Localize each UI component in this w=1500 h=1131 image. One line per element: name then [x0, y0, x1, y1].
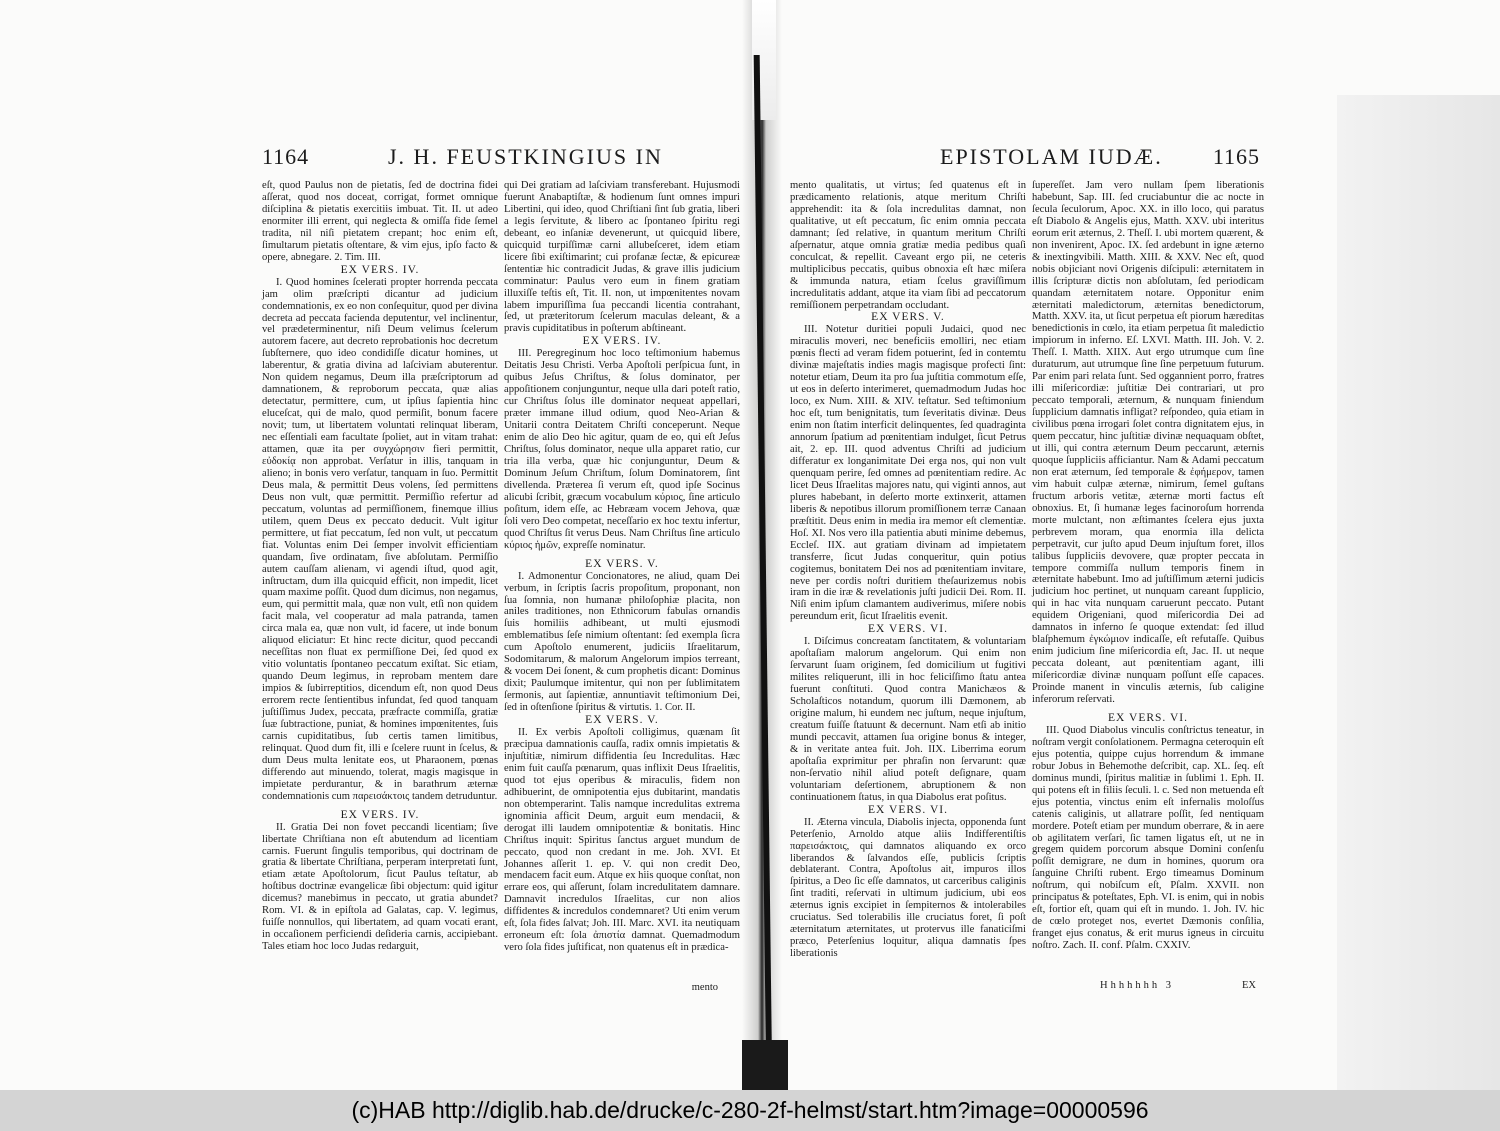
paragraph: qui Dei gratiam ad laſciviam transferebant. Hujusmodi fuerunt Anabaptiſtæ, & hodienum ſunt omnes impuri Libertini, qui ideo, quod Chriſtiani ſint ſub gratia, liberi a legis ſervitute, & libero ac ſpontaneo ſpiritu regi debeant, eo inſaniæ devenerunt, ut quicquid libere, quicquid turpiſſimæ carni allubeſceret, idem etiam licere ſibi exiſtimarint; cui profanæ ſectæ, & epicureæ ſententiæ hic contradicit Judas, & grave illis judicium comminatur: Paulus vero eum in finem gratiam illuxiſſe teſtis eſt, Tit. II. non, ut impœnitentes novam labem impuriſſima ſua peccandi licentia contrahant, ſed, ut præteritorum ſcelerum maculas deleant, & a pravis cupiditatibus in poſterum abſtineant.	[504, 180, 740, 335]
catchword: mento	[691, 982, 718, 993]
text-column-left	[790, 180, 1026, 960]
paragraph: II. Æterna vincula, Diabolis injecta, opponenda ſunt Peterſenio, Arnoldo atque aliis Indifferentiſtis παρεισάκτοις, qui damnatos aliquando ex orco liberandos & ſalvandos eſſe, publicis ſcriptis deblaterant. Contra, Apoſtolus ait, impuros illos ſpiritus, a Deo ſic eſſe damnatos, ut carceribus caliginis ſint traditi, reſervati in ultimum judicium, ubi eos æternus ignis excipiet in ſempiternos & intolerabiles cruciatus. Sed tolerabilis ille cruciatus foret, ſi poſt æternitatum æternitates, ut protervus ille fanaticiſmi præco, Peterſenius loquitur, aliqua damnatis ſpes liberationis	[790, 816, 1026, 960]
paragraph: ſupereſſet. Jam vero nullam ſpem liberationis habebunt, Sap. III. ſed cruciabuntur die ac nocte in ſecula ſeculorum, Apoc. XX. in illo loco, qui paratus eſt Diabolo & Angelis ejus, Matth. XXV. ubi interitus eorum erit æternus, 2. Theſſ. I. ubi mortem quærent, & non invenirent, Apoc. IX. ſed ardebunt in igne æterno & inextingvibili. Matth. XIII. & XXV. Nec eſt, quod nobis objiciant novi Origenis diſcipuli: æternitatem in illis ſcripturæ dictis non abſolutam, ſed periodicam quandam æternitatem notare. Opponitur enim æternitati maledictorum, æternitas benedictorum, Matth. XXV. ita, ut ſicut perpetua eſt piorum hæreditas benedictionis in cœlo, ita etiam perpetua ſit maledictio impiorum in inferno. Eſ. LXVI. Matth. III. Joh. V. 2. Theſſ. I. Matth. XIIX. Aut ergo utrumque cum ſine duraturum, aut utrumque ſine ſine perpetuum futurum. Par enim pari relata ſunt. Sed oggannient porro, fratres illi miſericordiæ: juſtitiæ Dei contrariari, ut pro peccato temporali, æternum, & nunquam finiendum ſupplicium damnatis infligat? reſpondeo, quia etiam in civilibus pœna irrogari ſolet contra dignitatem ejus, in quem peccatur, hinc juſtitiæ divinæ nequaquam obſtet, ut illi, qui contra æternum Deum peccarunt, æternis quoque ſuppliciis afficiantur. Nam & Adami peccatum non erat æternum, ſed temporale & ἐφήμερον, tamen vim habuit culpæ æternæ, nimirum, ſemel guſtans fructum arboris vetitæ, æternæ morti factus eſt obnoxius. Et, ſi humanæ leges facinoroſum horrenda morte mulctant, non æſtimantes ſcelera ejus juxta perbrevem moram, qua enormia illa delicta perpetravit, cur juſto apud Deum injuſtum foret, illos talibus ſuppliciis devovere, quæ propter peccata in tempore commiſſa nullum temporis finem in æternitate habebunt. Imo ad juſtiſſimum æterni judicis judicium hoc pertinet, ut nunquam careant ſupplicio, qui in hac vita nunquam caruerunt peccato. Putant equidem Origeniani, quod miſericordia Dei ad damnatos in inferno ſe quoque extendat: ſed illud blaſphemum ἐγκώμιον indicaſſe, eſt refutaſſe. Quibus enim judicium ſine miſericordia eſt, Jac. II. ut neque peccata doleant, aut pœnitentiam agant, illi miſericordiæ divinæ nunquam poſſunt eſſe capaces. Proinde manent in vinculis æternis, ſub caligine inferorum reſervati.	[1032, 180, 1264, 705]
gutter-binding	[742, 1040, 788, 1090]
paragraph: I. Quod homines ſcelerati propter horrenda peccata jam olim præſcripti dicantur ad judicium condemnationis, ex eo non conſequitur, quod per divina decreta ad peccata facienda deputentur, vel inclinentur, vel prædeterminentur, niſi Deum velimus ſcelerum autorem facere, aut decreto reprobationis hoc decretum ſubſternere, quo ideo condidiſſe dicatur homines, ut laberentur, & gratia divina ad laſciviam abuterentur. Non quidem negamus, Deum illa præſcriptorum ad damnationem, & reproborum peccata, quæ alias detectatur, permittere, cum, ut ipſius ſapientia hinc eluceſcat, qui de malo, quod permiſit, bonum facere novit; tum, ut libertatem voluntati relinquat liberam, nec eſſentiali eam facultate ſpoliet, aut in vitam trahat: attamen, quæ ita per συγχώρησιν fieri permittit, εὐδοκίᾳ non approbat. Verſatur in illis, tanquam in alieno; in bonis vero verſatur, tanquam in ſuo. Permittit Deus mala, & permittit Deus volens, ſed permittens Deus non vult, quæ permittit. Permiſſio refertur ad peccatum, voluntas ad permiſſionem, finemque illius utilem, quem Deus ex peccato deducit. Vult igitur permittere, ut fiat peccatum, ſed non vult, ut peccatum fiat. Voluntas enim Dei ſemper involvit efficientiam quandam, ſive ordinatam, ſive abſolutam. Permiſſio autem cauſſam alienam, vi agendi iſtud, quod agit, inſtructam, dum illa quicquid efficit, non impedit, licet quam maxime poſſit. Quod dum dicimus, non negamus, eum, qui permittit mala, quæ non vult, etſi non quidem facit mala, vel cooperatur ad mala patranda, tamen circa mala ea, quæ non vult, id facere, ut inde bonum aliquod eliciatur: Et hinc recte dicitur, quod peccandi neceſſitas non fluat ex permiſſione Dei, ſed quod ex vitio voluntatis ſpontaneo peccatum exiſtat. Sic etiam, quando Deum legimus, in reprobam mentem dare impios & ſubirreptitios, dicendum eſt, non quod Deus errorem recte ſentientibus infundat, ſed quod tanquam juſtiſſimus Judex, peccata, præfracte commiſſa, gratiæ ſuæ ſubtractione, puniat, & homines impœnitentes, ſuis carnis cupiditatibus, ſub certis tamen limitibus, relinquat. Quod dum fit, illi e ſcelere ruunt in ſcelus, & dum Deus multa lenitate eos, ut Pharaonem, pœnas differendo aut minuendo, tolerat, magis magisque in impietate perdurantur, & in barathrum æternæ condemnationis cum παρεισάκτοις tandem detruduntur.	[262, 276, 498, 802]
source-credit-bar	[0, 1090, 1500, 1131]
paragraph: III. Quod Diabolus vinculis conſtrictus teneatur, in noſtram vergit conſolationem. Permagna ceteroquin eſt ejus potentia, quippe cujus horrendum & immane robur Jobus in Behemothe deſcribit, cap. XL. ſeq. eſt dominus mundi, ſpiritus malitiæ in ſublimi 1. Eph. II. qui potens eſt in filiis ſeculi. l. c. Sed non metuenda eſt ejus potentia, vinctus enim eſt infernalis moloſſus catenis caliginis, ut allatrare poſſit, ſed nentiquam mordere. Poteſt etiam per mundum oberrare, & in aere ob agilitatem verſari, ſic tamen ligatus eſt, ut ne in gregem quidem porcorum absque Domini conſenſu poſſit demigrare, ne dum in homines, quorum ora ſanguine Chriſti rubent. Ergo timeamus Dominum noſtrum, qui nobiſcum eſt, Pſalm. XXVII. non principatus & poteſtates, Eph. VI. is enim, qui in nobis eſt, fortior eſt, quam qui eſt in mundo. 1. Joh. IV. hic de cœlo proteget nos, evertet Dæmonis conſilia, franget ejus conatus, & erit murus igneus in circuitu noſtro. Zach. II. conf. Pſalm. CXXIV.	[1032, 724, 1264, 952]
text-column-left	[262, 180, 498, 953]
page-number: 1165	[1212, 144, 1260, 169]
running-head: J. H. FEUSTKINGIUS IN	[388, 144, 663, 169]
left-page-header	[262, 140, 740, 180]
paragraph: mento qualitatis, ut virtus; ſed quatenus eſt in prædicamento relationis, atque meritum Chriſti apprehendit: ita & ſola incredulitas damnat, non qualitative, ut eſt peccatum, ſic enim omnia peccata damnant; ſed relative, in quantum meritum Chriſti aſpernatur, atque omnia gratiæ media pedibus quaſi conculcat, & repellit. Caveant ergo pii, ne ceteris multiplicibus peccatis, quibus obnoxia eſt hæc miſera & immunda natura, etiam ſcelus graviſſimum incredulitatis addant, atque ita viam ſibi ad peccatorum remiſſionem perpetrandam occludant.	[790, 180, 1026, 311]
section-heading: EX VERS. VI.	[1108, 711, 1188, 724]
section-heading: EX VERS. IV.	[582, 335, 662, 348]
scan-margin	[1337, 95, 1500, 1090]
section-heading: EX VERS. VI.	[868, 623, 948, 636]
page-number: 1164	[262, 144, 310, 169]
paragraph: III. Peregreginum hoc loco teſtimonium habemus Deitatis Jesu Christi. Verba Apoſtoli perſpicua ſunt, in quibus Jeſus Chriſtus, & ſolus dominator, per appoſitionem conjunguntur, neque ulla dari poteſt ratio, cur Chriſtus ſolus ille dominator nequeat appellari, præter immane illud odium, quod Neo-Arian & Unitarii contra Deitatem Chriſti conceperunt. Neque enim de alio Deo hic agitur, quam de eo, qui eſt Jeſus Chriſtus, ſolus dominator, neque ulla apparet ratio, cur tria illa verba, quæ hic conjunguntur, Deum & Dominum Jeſum Chriſtum, ſolum Dominatorem, ſint divellenda. Præterea ſi verum eſt, quod ipſe Socinus alicubi ſcribit, græcum vocabulum κύριος, ſine articulo poſitum, idem eſſe, ac Hebræam vocem Jehova, quæ ſoli vero Deo competat, neceſſario ex hoc textu infertur, quod Chriſtus ſit verus Deus. Nam Chriſtus ſine articulo κύριος ἡμῶν, expreſſe nominatur.	[504, 348, 740, 551]
text-column-right	[504, 180, 740, 954]
running-head: EPISTOLAM IUDÆ.	[940, 144, 1163, 169]
section-heading: EX VERS. IV.	[340, 263, 420, 276]
right-page	[790, 140, 1270, 991]
paragraph: I. Diſcimus concreatam ſanctitatem, & voluntariam apoſtaſiam malorum angelorum. Qui enim non ſervarunt ſuam originem, ſed domicilium ut fugitivi milites reliquerunt, illi in hoc feliciſſimo ſtatu antea fuerunt conſtituti. Quod contra Manichæos & Scholaſticos notandum, quorum illi Dæmonem, ab origine malum, hi eundem nec juſtum, neque injuſtum, creatum fuiſſe ſtatuunt & decernunt. Nam etſi ab initio mundi peccavit, attamen ſua origine bonus & integer, & in veritate antea fuit. Joh. IIX. Liberrima eorum apoſtaſia exprimitur per phraſin non ſervarunt: quæ non-ſervatio nihil aliud poteſt deſignare, quam voluntariam deſertionem, abruptionem & non continuationem ſtatus, in qua Diabolus erat poſitus.	[790, 636, 1026, 803]
text-column-right	[1032, 180, 1264, 952]
paragraph: II. Ex verbis Apoſtoli colligimus, quænam ſit præcipua damnationis cauſſa, radix omnis impietatis & injuſtitiæ, nimirum diffidentia ſeu Incredulitas. Hæc enim fuit cauſſa pœnarum, quas inflixit Deus Iſraelitis, quod tot ejus operibus & miraculis, fidem non adhibuerint, de omnipotentia ejus dubitarint, mandatis non obtemperarint. Talis namque incredulitas extrema ignominia afficit Deum, arguit eum mendacii, & derogat illi laudem omnipotentiæ & bonitatis. Hinc Chriſtus inquit: Spiritus ſanctus arguet mundum de peccato, quod non credant in me. Joh. XVI. Et Johannes aſſerit 1. ep. V. qui non credit Deo, mendacem facit eum. Atque ex hiis quoque conſtat, non errare eos, qui aſſerunt, ſolam incredulitatem damnare. Damnavit incredulos Iſraelitas, cur non alios diffidentes & incredulos condemnaret? Uti enim verum eſt, ſola fides ſalvat; Joh. III. Marc. XVI. ita neutiquam erroneum eſt: ſola ἀπιστία damnat. Quemadmodum vero ſola fides juſtificat, non quatenus eſt in prædica-	[504, 727, 740, 954]
catchword: EX	[1242, 980, 1256, 991]
paragraph: III. Notetur duritiei populi Judaici, quod nec miraculis moveri, nec beneficiis emolliri, nec etiam pœnis flecti ad veram fidem potuerint, ſed in contemtu divinæ majeſtatis indies magis magisque profecti ſint: notetur etiam, Deum ita pro ſua juſtitia commotum eſſe, ut eos in deſerto interimeret, quemadmodum Judas hoc loco, ex Num. XIII. & XIV. teſtatur. Sed teſtimonium hoc eſt, tum benignitatis, tum ſeveritatis divinæ. Deus enim non ſtatim interficit delinquentes, ſed quadraginta annorum ſpatium ad pœnitentiam indulget, ſicut Petrus ait, 2. ep. III. quod adventus Chriſti ad judicium differatur ex longanimitate Dei erga nos, qui non vult quenquam perire, ſed omnes ad pœnitentiam redire. Ac licet Deus Iſraelitas majores natu, qui viginti annos, aut plures habebant, in deſerto morte extinxerit, attamen liberis & nepotibus illorum promiſſionem terræ Canaan præſtitit. Deus enim in media ira memor eſt clementiæ. Hoſ. XI. Nos vero illa patientia abuti minime debemus, Eccleſ. IIX. aut gratiam divinam ad impietatem transferre, ſicut Judas conqueritur, quin potius cogitemus, bonitatem Dei nos ad pœnitentiam invitare, neve per cordis noſtri duritiem theſaurizemus nobis iram in die iræ & revelationis juſti judicii Dei. Rom. II. Niſi enim ipſum clamantem audiverimus, miſere nobis pereundum erit, ſicut Iſraelitis evenit.	[790, 324, 1026, 623]
section-heading: EX VERS. VI.	[868, 803, 948, 816]
section-heading: EX VERS. V.	[585, 557, 659, 570]
source-credit: (c)HAB http://diglib.hab.de/drucke/c-280-2f-helmst/start.htm?image=00000596	[351, 1097, 1149, 1123]
paragraph: I. Admonentur Concionatores, ne aliud, quam Dei verbum, in ſcriptis ſacris propoſitum, proponant, non ſua ſomnia, non humanæ philoſophiæ placita, non aniles traditiones, non Ethnicorum fabulas ornandis ſuis homiliis adhibeant, ut multi ejusmodi emblematibus ſeſe nimium oſtentant: ſed exempla ſicra cum Apoſtolo enumerent, judiciis Iſraelitarum, Sodomitarum, & malorum Angelorum impios terreant, & vocem Dei ſonent, & cum prophetis dicant: Dominus dixit; Paulumque imitentur, qui non per ſublimitatem ſermonis, aut ſapientiæ, annuntiavit teſtimonium Dei, ſed in oſtenſione ſpiritus & virtutis. 1. Cor. II.	[504, 570, 740, 714]
section-heading: EX VERS. V.	[585, 714, 659, 727]
section-heading: EX VERS. IV.	[340, 808, 420, 821]
left-page	[262, 140, 740, 993]
paragraph: II. Gratia Dei non fovet peccandi licentiam; ſive libertate Chriſtiana non eſt abutendum ad licentiam carnis. Fuerunt ſingulis temporibus, qui doctrinam de gratia & libertate Chriſtiana, perperam interpretati ſunt, etiam ætate Apoſtolorum, ſicut Paulus teſtatur, ab hoſtibus doctrinæ evangelicæ ſibi objectum: quid igitur dicemus? manebimus in peccato, ut gratia abundet? Rom. VI. & in epiſtola ad Galatas, cap. V. legimus, fuiſſe nonnullos, qui libertatem, ad quam vocati erant, in occaſionem perficiendi deſideria carnis, accipiebant. Tales etiam hoc loco Judas redarguit,	[262, 821, 498, 953]
signature-mark: Hhhhhhh 3	[1100, 980, 1174, 991]
right-page-header	[790, 140, 1270, 180]
section-heading: EX VERS. V.	[871, 311, 945, 324]
paragraph: eſt, quod Paulus non de pietatis, ſed de doctrina fidei aſſerat, quod nos doceat, corrigat, formet omnique diſciplina & pietatis exercitiis imbuat. Tit. II. ut adeo enormiter illi errent, qui neglecta & omiſſa fide ſemel tradita, nil niſi pietatem crepant; hoc enim eſt, ſimultarum pietatis oſtentare, & vim ejus, ipſo facto & opere, abnegare. 2. Tim. III.	[262, 180, 498, 263]
